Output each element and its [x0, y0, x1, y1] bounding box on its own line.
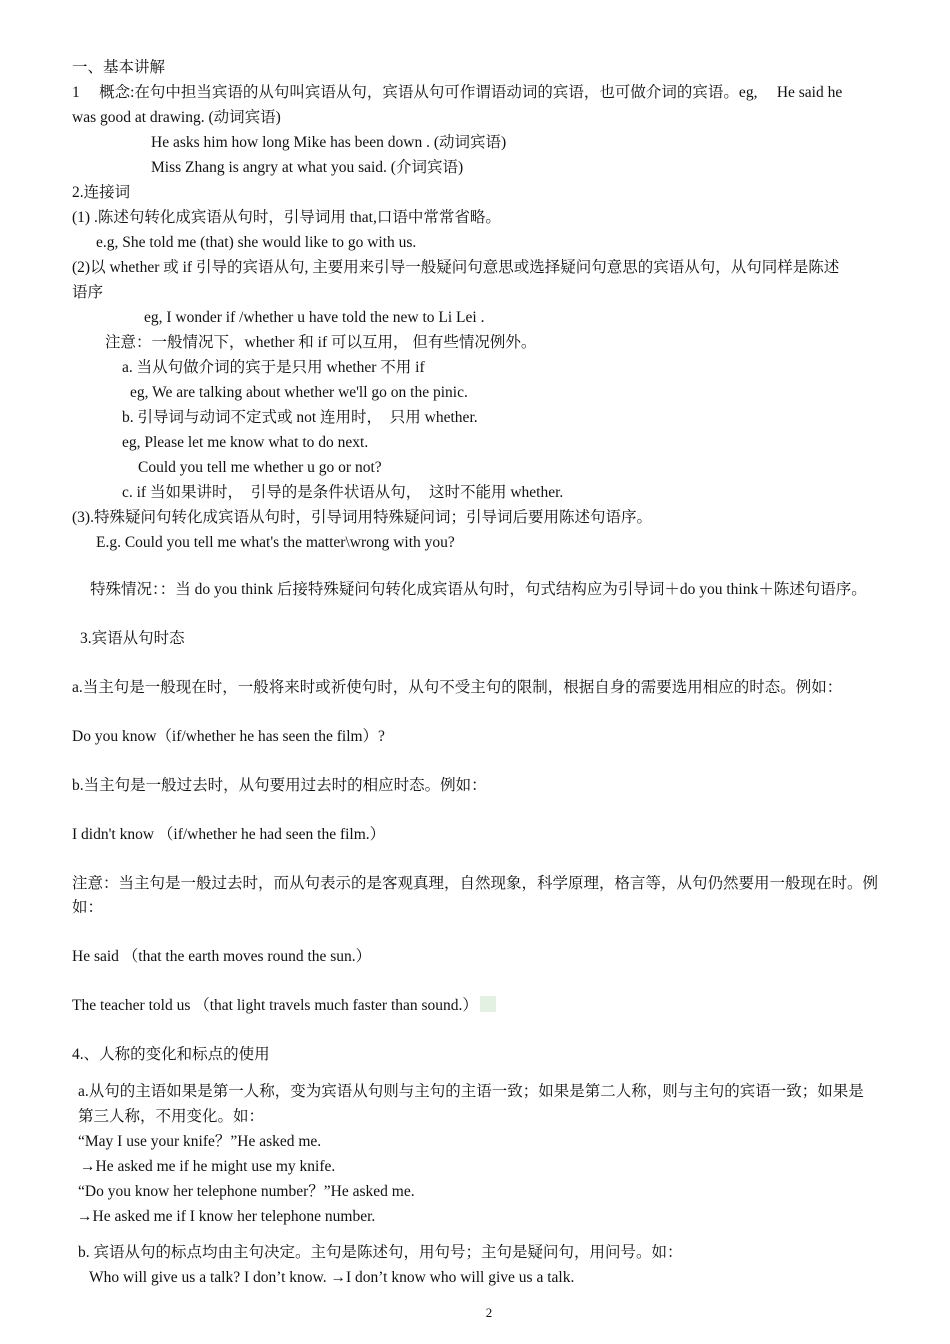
- paragraph-line: (3).特殊疑问句转化成宾语从句时，引导词用特殊疑问词；引导词后要用陈述句语序。: [72, 509, 652, 526]
- paragraph-line: (1) .陈述句转化成宾语从句时，引导词用 that,口语中常常省略。: [72, 209, 501, 226]
- highlight-mark: [480, 996, 496, 1012]
- subheading-connectives: 2.连接词: [72, 184, 131, 201]
- example-line: →He asked me if he might use my knife.: [80, 1158, 336, 1175]
- example-line: Miss Zhang is angry at what you said. (介词宾语): [151, 159, 464, 176]
- example-line-with-mark: [72, 996, 496, 1016]
- example-line: “Do you know her telephone number？”He asked me.: [78, 1183, 415, 1200]
- example-line: →He asked me if I know her telephone number.: [77, 1208, 376, 1225]
- note-line: 如：: [72, 899, 104, 916]
- example-line: E.g. Could you tell me what's the matter\wrong with you?: [96, 534, 455, 551]
- note-item: b. 引导词与动词不定式或 not 连用时， 只用 whether.: [122, 409, 478, 426]
- note-item: c. if 当如果讲时， 引导的是条件状语从句， 这时不能用 whether.: [122, 484, 564, 501]
- example-text: The teacher told us （that light travels much faster than sound.）: [72, 997, 478, 1014]
- example-line: Could you tell me whether u go or not?: [138, 459, 382, 476]
- paragraph-line: b. 宾语从句的标点均由主句决定。主句是陈述句，用句号；主句是疑问句，用问号。如：: [78, 1244, 683, 1261]
- example-line: eg, We are talking about whether we'll go on the pinic.: [130, 384, 468, 401]
- paragraph-line: 第三人称，不用变化。如：: [78, 1108, 265, 1125]
- example-line: He asks him how long Mike has been down . (动词宾语): [151, 134, 507, 151]
- example-line: eg, Please let me know what to do next.: [122, 434, 369, 451]
- example-line: e.g, She told me (that) she would like to go with us.: [96, 234, 417, 251]
- paragraph-line: 语序: [72, 284, 104, 301]
- paragraph-line: a.当主句是一般现在时，一般将来时或祈使句时，从句不受主句的限制，根据自身的需要选用相应的时态。例如：: [72, 679, 843, 696]
- example-line: Do you know（if/whether he has seen the film）?: [72, 728, 385, 745]
- example-line: I didn't know （if/whether he had seen the film.）: [72, 826, 386, 843]
- paragraph-line: 1 概念:在句中担当宾语的从句叫宾语从句，宾语从句可作谓语动词的宾语，也可做介词的宾语。eg, He said he: [72, 84, 843, 101]
- paragraph-line: a.从句的主语如果是第一人称，变为宾语从句则与主句的主语一致；如果是第二人称，则与主句的宾语一致；如果是: [78, 1083, 864, 1100]
- example-line: Who will give us a talk? I don’t know. →I don’t know who will give us a talk.: [89, 1269, 575, 1286]
- example-line: He said （that the earth moves round the sun.）: [72, 948, 372, 965]
- note-line: 注意：一般情况下，whether 和 if 可以互用， 但有些情况例外。: [105, 334, 537, 351]
- note-item: a. 当从句做介词的宾于是只用 whether 不用 if: [122, 359, 425, 376]
- note-line: 注意：当主句是一般过去时，而从句表示的是客观真理，自然现象，科学原理，格言等，从句仍然要用一般现在时。例: [72, 875, 879, 892]
- paragraph-line: b.当主句是一般过去时，从句要用过去时的相应时态。例如：: [72, 777, 487, 794]
- example-line: “May I use your knife？”He asked me.: [78, 1133, 322, 1150]
- paragraph-line: was good at drawing. (动词宾语): [72, 109, 281, 126]
- special-case-line: 特殊情况：：当 do you think 后接特殊疑问句转化成宾语从句时，句式结构应为引导词＋do you think＋陈述句语序。: [90, 581, 867, 598]
- section-heading-basics: 一、基本讲解: [72, 59, 166, 76]
- subheading-tense: 3.宾语从句时态: [80, 630, 185, 647]
- page-number: 2: [485, 1305, 493, 1320]
- example-line: eg, I wonder if /whether u have told the new to Li Lei .: [144, 309, 485, 326]
- paragraph-line: (2)以 whether 或 if 引导的宾语从句, 主要用来引导一般疑问句意思或选择疑问句意思的宾语从句，从句同样是陈述: [72, 259, 840, 276]
- subheading-person-punctuation: 4.、人称的变化和标点的使用: [72, 1046, 270, 1063]
